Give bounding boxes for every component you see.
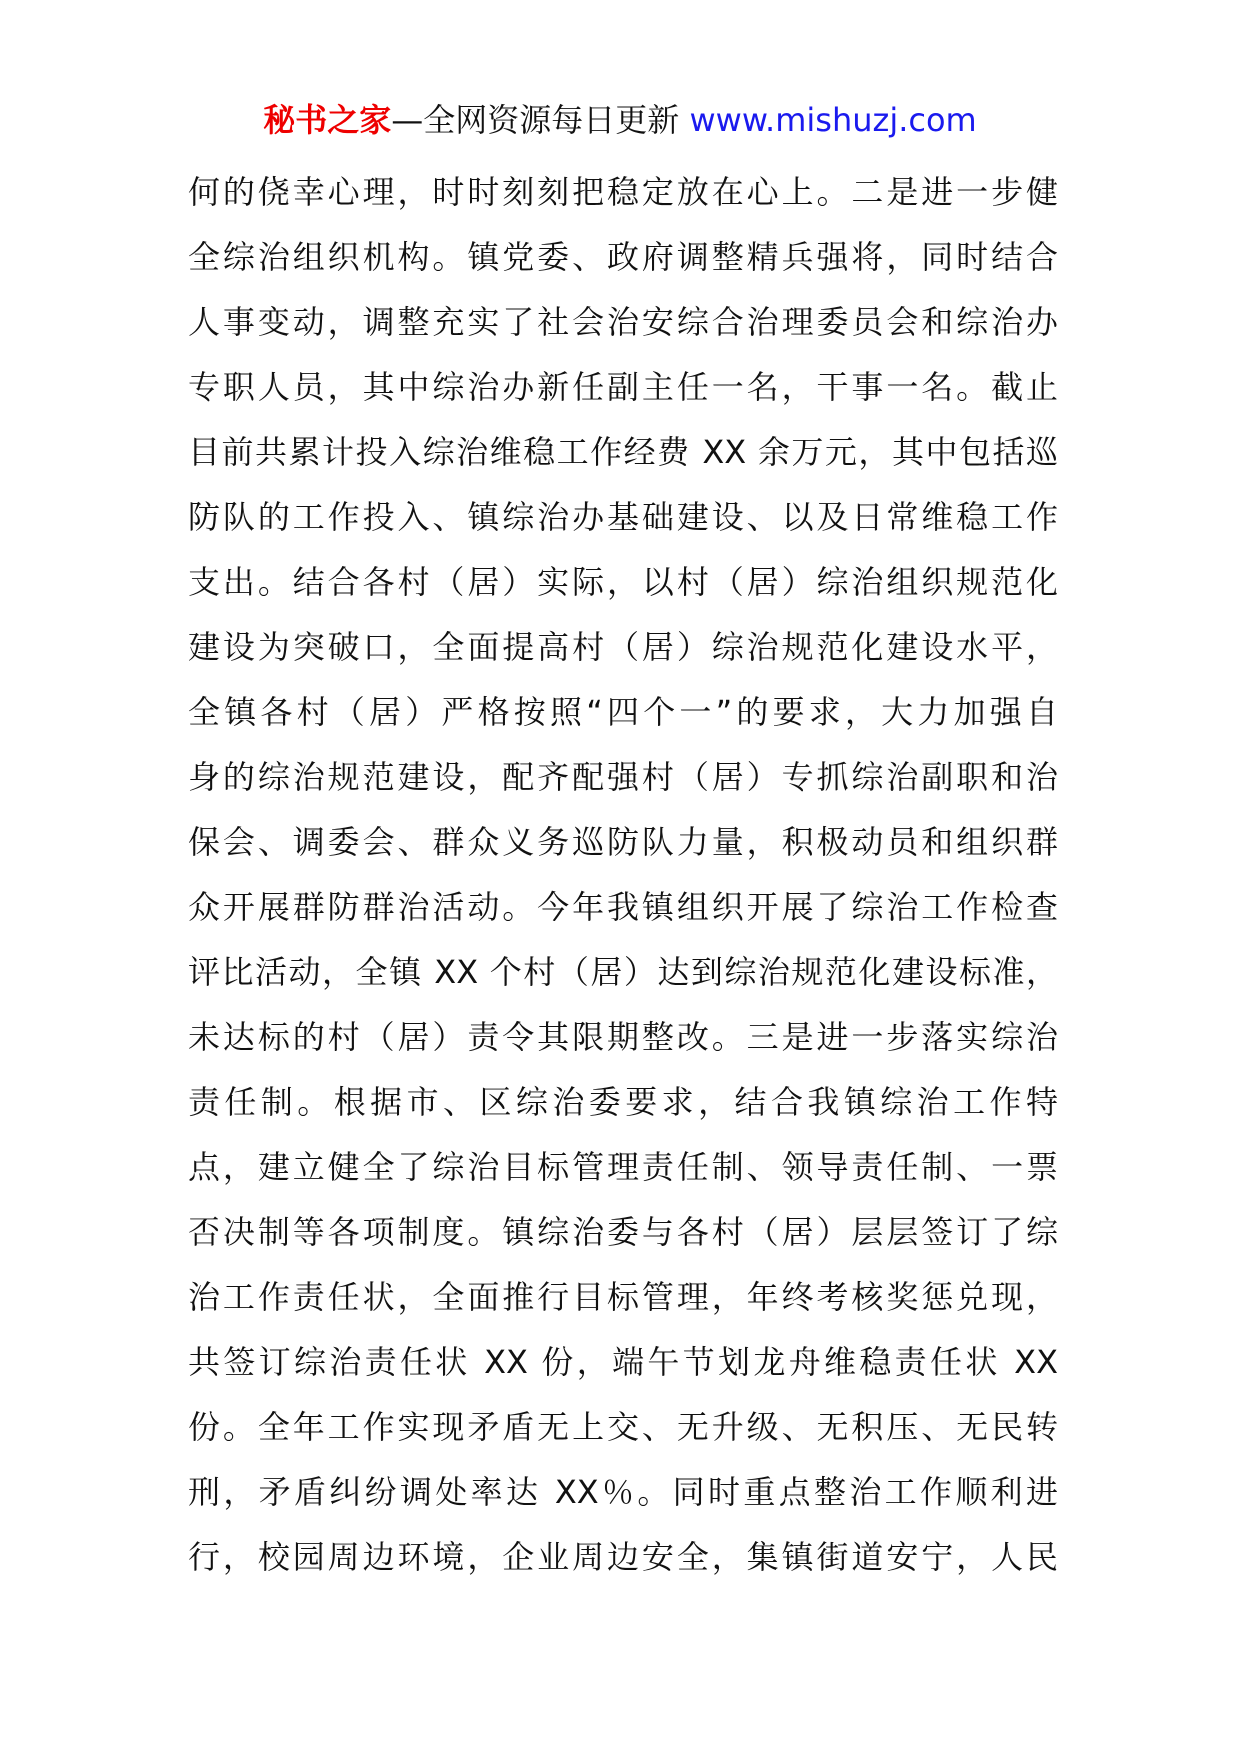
text-line: 刑，矛盾纠纷调处率达 XX％。同时重点整治工作顺利进 bbox=[188, 1473, 1058, 1511]
website-link[interactable]: www.mishuzj.com bbox=[689, 101, 977, 139]
text-line: 治工作责任状，全面推行目标管理，年终考核奖惩兑现， bbox=[188, 1278, 1058, 1316]
text-line: 保会、调委会、群众义务巡防队力量，积极动员和组织群 bbox=[188, 823, 1058, 861]
text-line: 点，建立健全了综治目标管理责任制、领导责任制、一票 bbox=[188, 1148, 1058, 1186]
text-line: 目前共累计投入综治维稳工作经费 XX 余万元，其中包括巡 bbox=[188, 433, 1058, 471]
text-line: 全镇各村（居）严格按照“四个一”的要求，大力加强自 bbox=[188, 693, 1058, 731]
text-line: 责任制。根据市、区综治委要求，结合我镇综治工作特 bbox=[188, 1083, 1058, 1121]
text-line: 身的综治规范建设，配齐配强村（居）专抓综治副职和治 bbox=[188, 758, 1058, 796]
text-line: 评比活动，全镇 XX 个村（居）达到综治规范化建设标准， bbox=[188, 953, 1058, 991]
text-line: 份。全年工作实现矛盾无上交、无升级、无积压、无民转 bbox=[188, 1408, 1058, 1446]
header-slogan: —全网资源每日更新 bbox=[391, 101, 680, 139]
text-line: 支出。结合各村（居）实际，以村（居）综治组织规范化 bbox=[188, 563, 1058, 601]
brand-name: 秘书之家 bbox=[263, 101, 392, 139]
text-line: 全综治组织机构。镇党委、政府调整精兵强将，同时结合 bbox=[188, 238, 1058, 276]
text-line: 防队的工作投入、镇综治办基础建设、以及日常维稳工作 bbox=[188, 498, 1058, 536]
text-line: 众开展群防群治活动。今年我镇组织开展了综治工作检查 bbox=[188, 888, 1058, 926]
text-line: 建设为突破口，全面提高村（居）综治规范化建设水平， bbox=[188, 628, 1058, 666]
text-line: 何的侥幸心理，时时刻刻把稳定放在心上。二是进一步健 bbox=[188, 173, 1058, 211]
text-line: 人事变动，调整充实了社会治安综合治理委员会和综治办 bbox=[188, 303, 1058, 341]
text-line: 否决制等各项制度。镇综治委与各村（居）层层签订了综 bbox=[188, 1213, 1058, 1251]
text-line: 未达标的村（居）责令其限期整改。三是进一步落实综治 bbox=[188, 1018, 1058, 1056]
text-line: 行，校园周边环境，企业周边安全，集镇街道安宁，人民 bbox=[188, 1538, 1058, 1576]
page-header bbox=[0, 98, 1240, 142]
document-body bbox=[188, 160, 1058, 1590]
text-line: 专职人员，其中综治办新任副主任一名，干事一名。截止 bbox=[188, 368, 1058, 406]
text-line: 共签订综治责任状 XX 份，端午节划龙舟维稳责任状 XX bbox=[188, 1343, 1058, 1381]
